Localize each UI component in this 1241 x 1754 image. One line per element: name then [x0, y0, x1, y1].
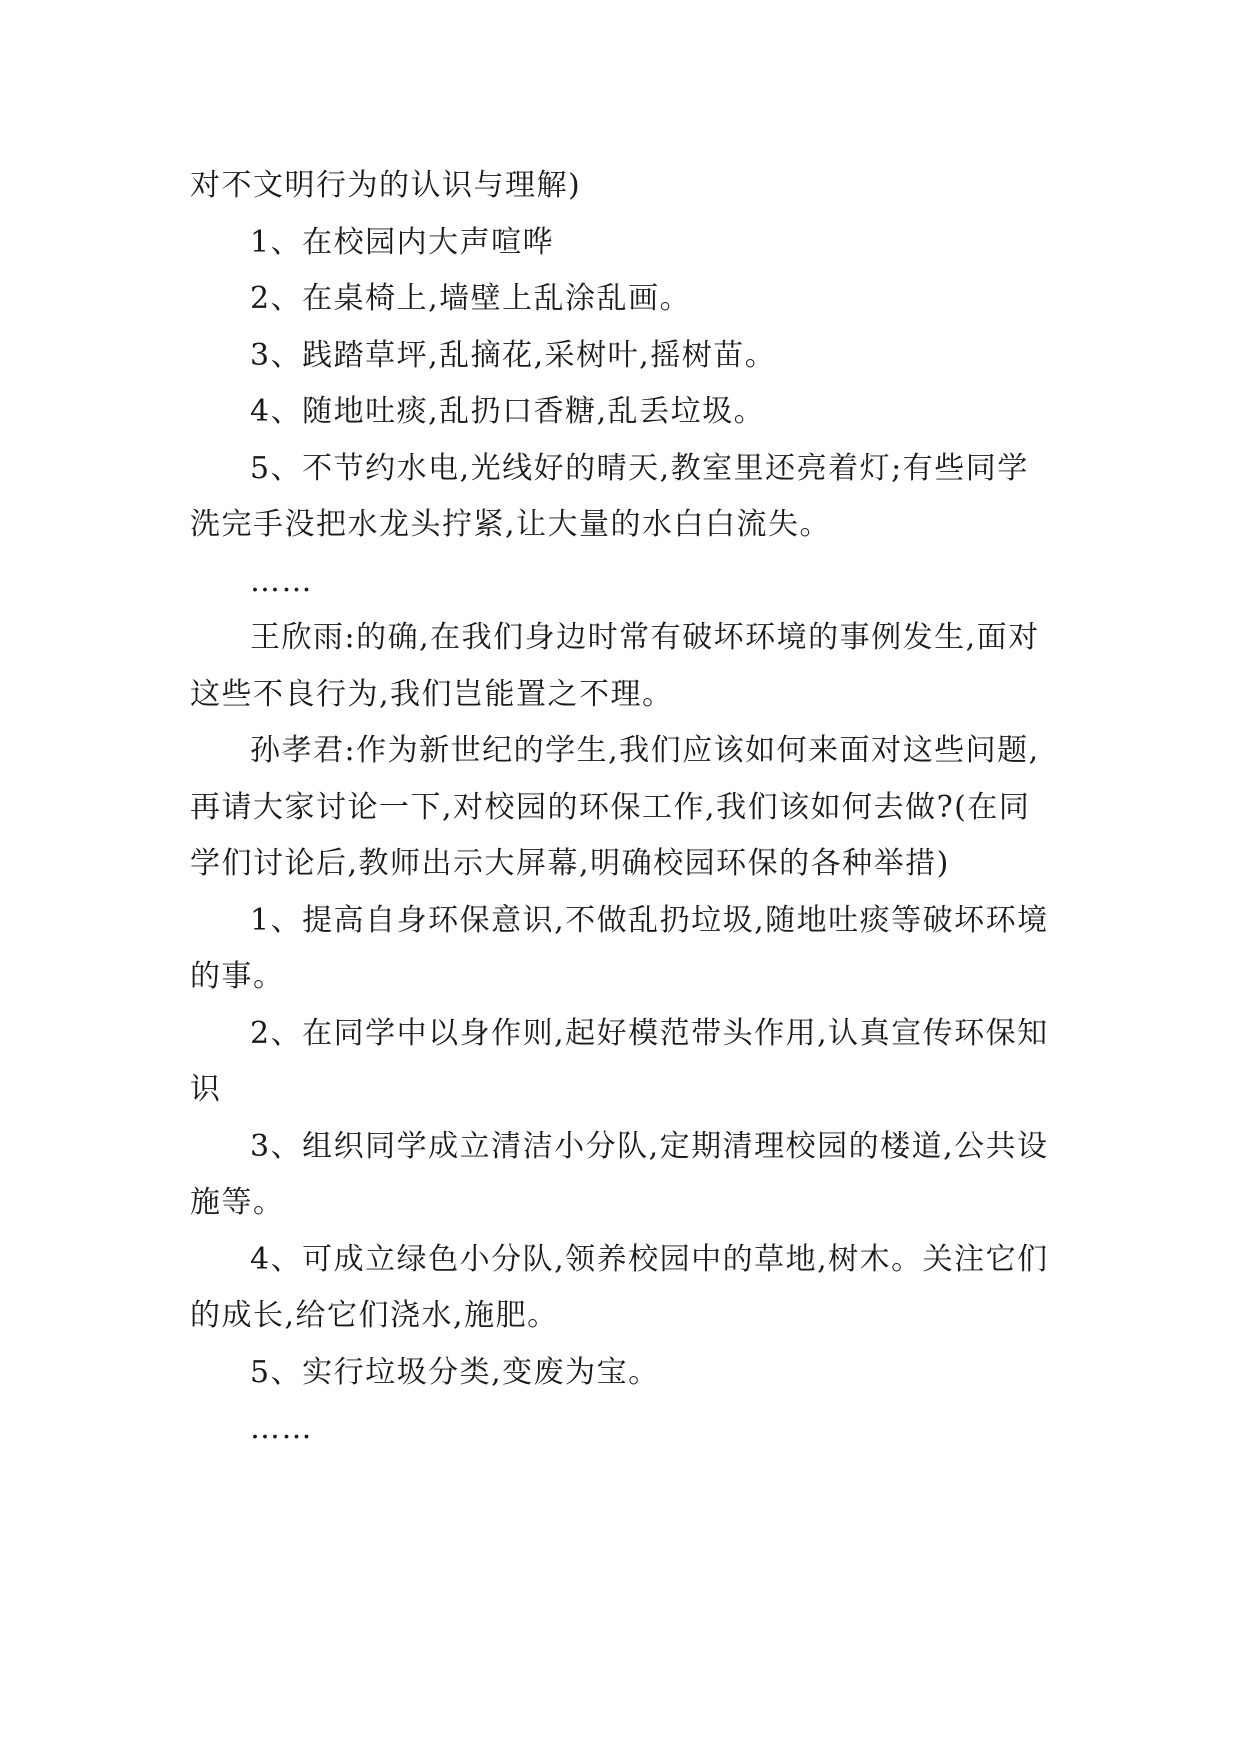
- paragraph-ellipsis: ……: [250, 1411, 313, 1446]
- paragraph-list-item: 3、组织同学成立清洁小分队,定期清理校园的楼道,公共设施等。: [190, 1128, 1049, 1220]
- paragraph-continuation: 对不文明行为的认识与理解): [190, 168, 582, 203]
- paragraph-list-item: 2、在同学中以身作则,起好模范带头作用,认真宣传环保知识: [190, 1015, 1049, 1107]
- paragraph-list-item: 2、在桌椅上,墙壁上乱涂乱画。: [250, 281, 692, 316]
- document-body: [190, 158, 1052, 1458]
- paragraph-list-item: 1、在校园内大声喧哗: [250, 224, 555, 260]
- paragraph-list-item: 4、可成立绿色小分队,领养校园中的草地,树木。关注它们的成长,给它们浇水,施肥。: [190, 1241, 1049, 1333]
- paragraph-dialogue: 王欣雨:的确,在我们身边时常有破坏环境的事例发生,面对这些不良行为,我们岂能置之不理。: [190, 620, 1040, 712]
- paragraph-list-item: 5、实行垃圾分类,变废为宝。: [250, 1354, 660, 1390]
- paragraph-ellipsis: ……: [250, 563, 313, 599]
- paragraph-list-item: 3、践踏草坪,乱摘花,采树叶,摇树苗。: [250, 337, 777, 373]
- paragraph-list-item: 5、不节约水电,光线好的晴天,教室里还亮着灯;有些同学洗完手没把水龙头拧紧,让大量的水白白流失。: [190, 450, 1029, 542]
- paragraph-dialogue: 孙孝君:作为新世纪的学生,我们应该如何来面对这些问题,再请大家讨论一下,对校园的环保工作,我们该如何去做?(在同学们讨论后,教师出示大屏幕,明确校园环保的各种举措): [190, 733, 1040, 881]
- paragraph-list-item: 1、提高自身环保意识,不做乱扔垃圾,随地吐痰等破坏环境的事。: [190, 902, 1049, 994]
- paragraph-list-item: 4、随地吐痰,乱扔口香糖,乱丢垃圾。: [250, 394, 766, 429]
